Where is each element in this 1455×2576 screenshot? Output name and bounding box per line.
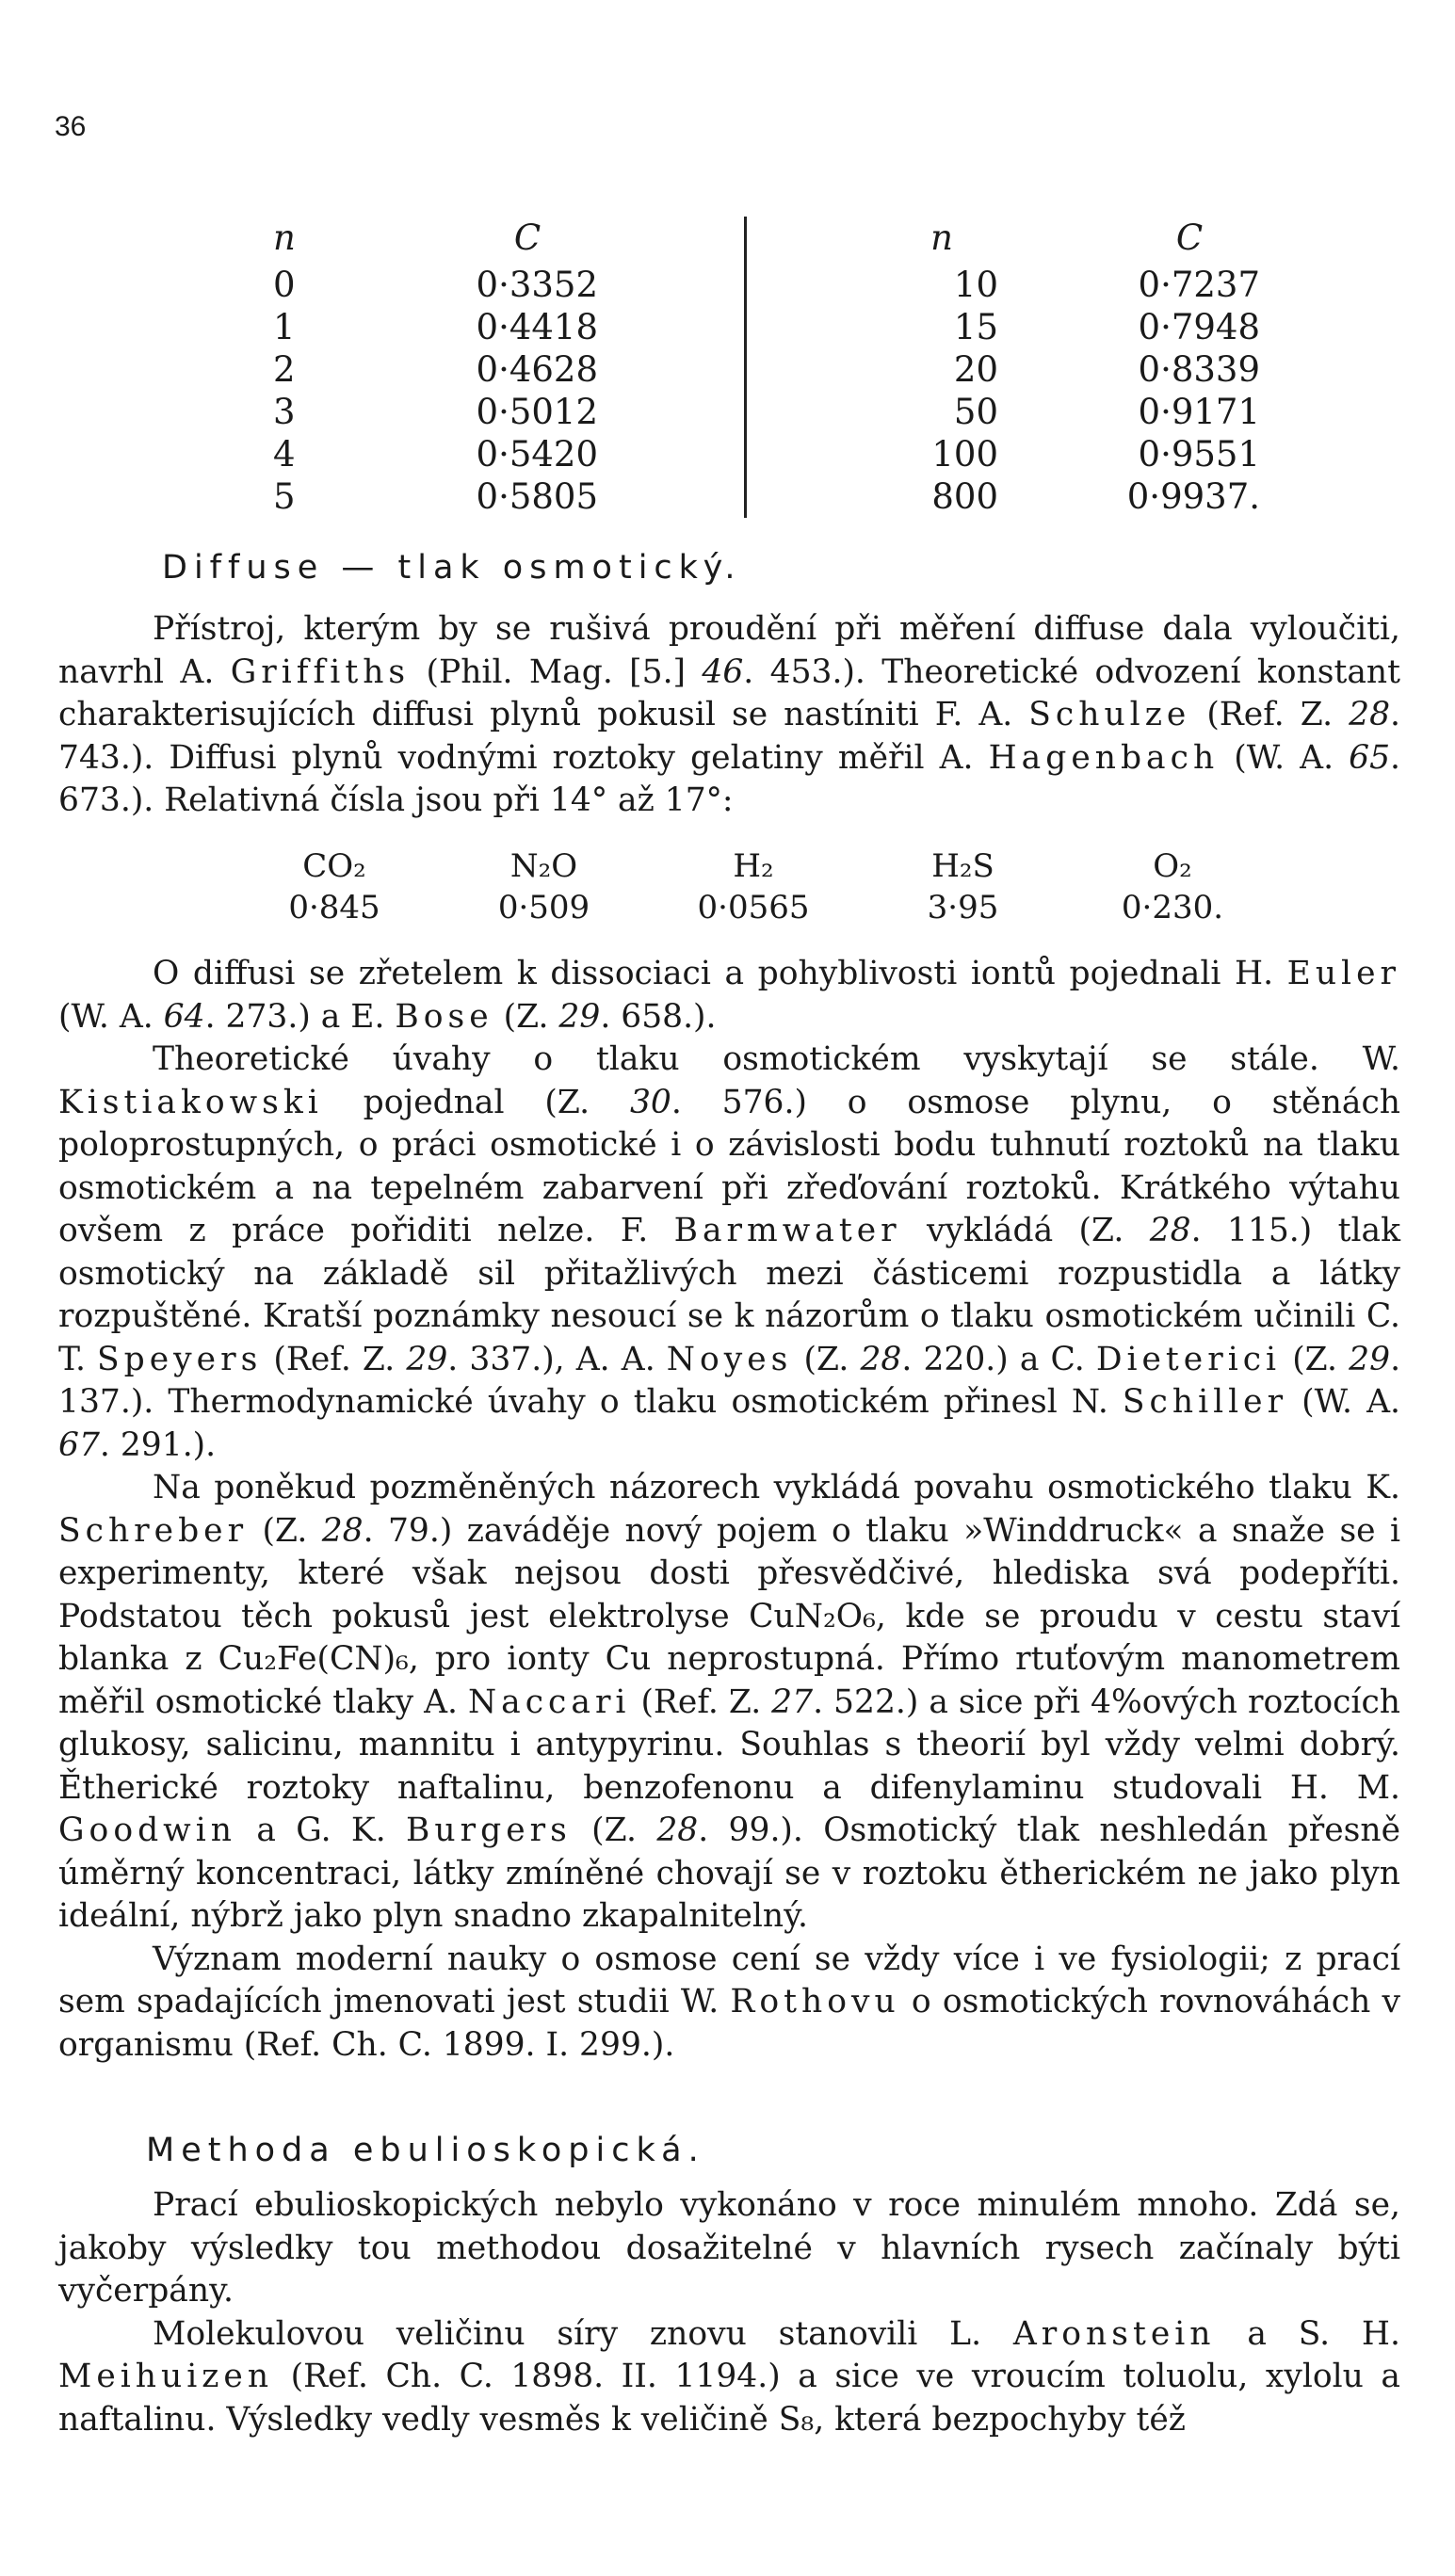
section-ebulioskopicka-body: [58, 2184, 1400, 2441]
table-cell: 0·7948: [1138, 307, 1260, 347]
table-col-n-left: [273, 217, 330, 518]
formula-cell: H₂ 0·0565: [697, 847, 810, 926]
table-cell: 0·4418: [476, 307, 598, 347]
formula-cell: H₂S 3·95: [927, 847, 999, 926]
paragraph: Význam moderní nauky o osmose cení se vždy více i ve fysiologii; z prací sem spadajících jmenovati jest studii W. Rothovu o osmotických rovnováhách v organismu (Ref. Ch. C. 1899. I. 299.).: [58, 1940, 1400, 2064]
table-cell: 15: [953, 307, 998, 347]
table-col-c-right: [1119, 217, 1260, 518]
table-cell: 0·3352: [476, 265, 598, 305]
table-cell: 0·9171: [1138, 392, 1260, 432]
table-cell: 0·4628: [476, 349, 598, 390]
table-cell: 0: [273, 265, 296, 305]
page-number: 36: [55, 111, 87, 142]
paragraph: Theoretické úvahy o tlaku osmotickém vyskytají se stále. W. Kistiakowski pojednal (Z. 30. 576.) o osmose plynu, o stěnách poloprostupných, o práci osmotické i o závislosti bodu tuhnutí roztoků na tlaku osmotickém a na tepelném zabarvení při zřeďování roztoků. Krátkého výtahu ovšem z práce pořiditi nelze. F. Barmwater vykládá (Z. 28. 115.) tlak osmotický na základě sil přitažlivých mezi částicemi rozpustidla a látky rozpuštěné. Kratší poznámky nesoucí se k názorům o tlaku osmotickém učinili C. T. Speyers (Ref. Z. 29. 337.), A. A. Noyes (Z. 28. 220.) a C. Dieterici (Z. 29. 137.). Thermodynamické úvahy o tlaku osmotickém přinesl N. Schiller (W. A. 67. 291.).: [58, 1040, 1401, 1464]
table-cell: 5: [273, 476, 296, 517]
table-cell: 10: [953, 265, 998, 305]
table-cell: 0·8339: [1138, 349, 1260, 390]
table-cell: 0·5012: [476, 392, 598, 432]
table-cell: 0·5805: [476, 476, 598, 517]
table-col-n-right: [885, 217, 998, 518]
table-cell: 800: [931, 476, 998, 517]
table-cell: 0·5420: [476, 434, 598, 475]
table-cell: 20: [953, 349, 998, 390]
table-cell: 4: [273, 434, 296, 475]
table-cell: 50: [953, 392, 998, 432]
paragraph: Přístroj, kterým by se rušivá proudění při měření diffuse dala vyloučiti, navrhl A. Griffiths (Phil. Mag. [5.] 46. 453.). Theoretické odvození konstant charakterisujících diffusi plynů pokusil se nastíniti F. A. Schulze (Ref. Z. 28. 743.). Diffusi plynů vodnými roztoky gelatiny měřil A. Hagenbach (W. A. 65. 673.). Relativná čísla jsou při 14° až 17°:: [58, 610, 1400, 819]
section-diffuse-body-1: [58, 608, 1400, 823]
data-table: [217, 217, 1271, 527]
diffusion-values-row: [254, 845, 1253, 928]
paragraph: Prací ebulioskopických nebylo vykonáno v roce minulém mnoho. Zdá se, jakoby výsledky tou methodou dosažitelné v hlavních rysech začínaly býti vyčerpány.: [58, 2186, 1400, 2310]
paragraph: O diffusi se zřetelem k dissociaci a pohyblivosti iontů pojednali H. Euler (W. A. 64. 273.) a E. Bose (Z. 29. 658.).: [58, 955, 1400, 1036]
table-cell: 0·7237: [1138, 265, 1260, 305]
table-cell: 0·9551: [1138, 434, 1260, 475]
table-header-c: C: [1175, 217, 1204, 258]
table-cell: 0·9937.: [1126, 476, 1260, 517]
table-cell: 2: [273, 349, 296, 390]
section-title-ebulioskopicka: Methoda ebulioskopická.: [146, 2132, 705, 2169]
table-header-c: C: [513, 217, 542, 258]
table-header-n: n: [273, 217, 296, 258]
table-cell: 100: [931, 434, 998, 475]
section-diffuse-body-2: [58, 953, 1400, 2067]
section-title-diffuse: Diffuse — tlak osmotický.: [162, 549, 742, 587]
table-cell: 1: [273, 307, 296, 347]
table-divider: [744, 217, 747, 518]
paragraph: Molekulovou veličinu síry znovu stanovili L. Aronstein a S. H. Meihuizen (Ref. Ch. C. 1898. II. 1194.) a sice ve vroucím toluolu, xylolu a naftalinu. Výsledky vedly vesměs k veličině S₈, která bezpochyby též: [58, 2314, 1400, 2439]
paragraph: Na poněkud pozměněných názorech vykládá povahu osmotického tlaku K. Schreber (Z. 28. 79.) zaváděje nový pojem o tlaku »Winddruck« a snaže se i experimenty, které však nejsou dosti přesvědčivé, hlediska svá podepříti. Podstatou těch pokusů jest elektrolyse CuN₂O₆, kde se proudu v cestu staví blanka z Cu₂Fe(CN)₆, pro ionty Cu neprostupná. Přímo rtuťovým manometrem měřil osmotické tlaky A. Naccari (Ref. Z. 27. 522.) a sice při 4%ových roztocích glukosy, salicinu, mannitu i antypyrinu. Souhlas s theorií byl vždy velmi dobrý. Ětherické roztoky naftalinu, benzofenonu a difenylaminu studovali H. M. Goodwin a G. K. Burgers (Z. 28. 99.). Osmotický tlak neshledán přesně úměrný koncentraci, látky zmíněné chovají se v roztoku ětherickém ne jako plyn ideální, nýbrž jako plyn snadno zkapalnitelný.: [58, 1469, 1400, 1935]
formula-cell: O₂ 0·230.: [1121, 847, 1224, 926]
formula-cell: CO₂ 0·845: [288, 847, 380, 926]
table-header-n: n: [930, 217, 953, 258]
table-cell: 3: [273, 392, 296, 432]
table-col-c-left: [457, 217, 598, 518]
formula-cell: N₂O 0·509: [497, 847, 590, 926]
